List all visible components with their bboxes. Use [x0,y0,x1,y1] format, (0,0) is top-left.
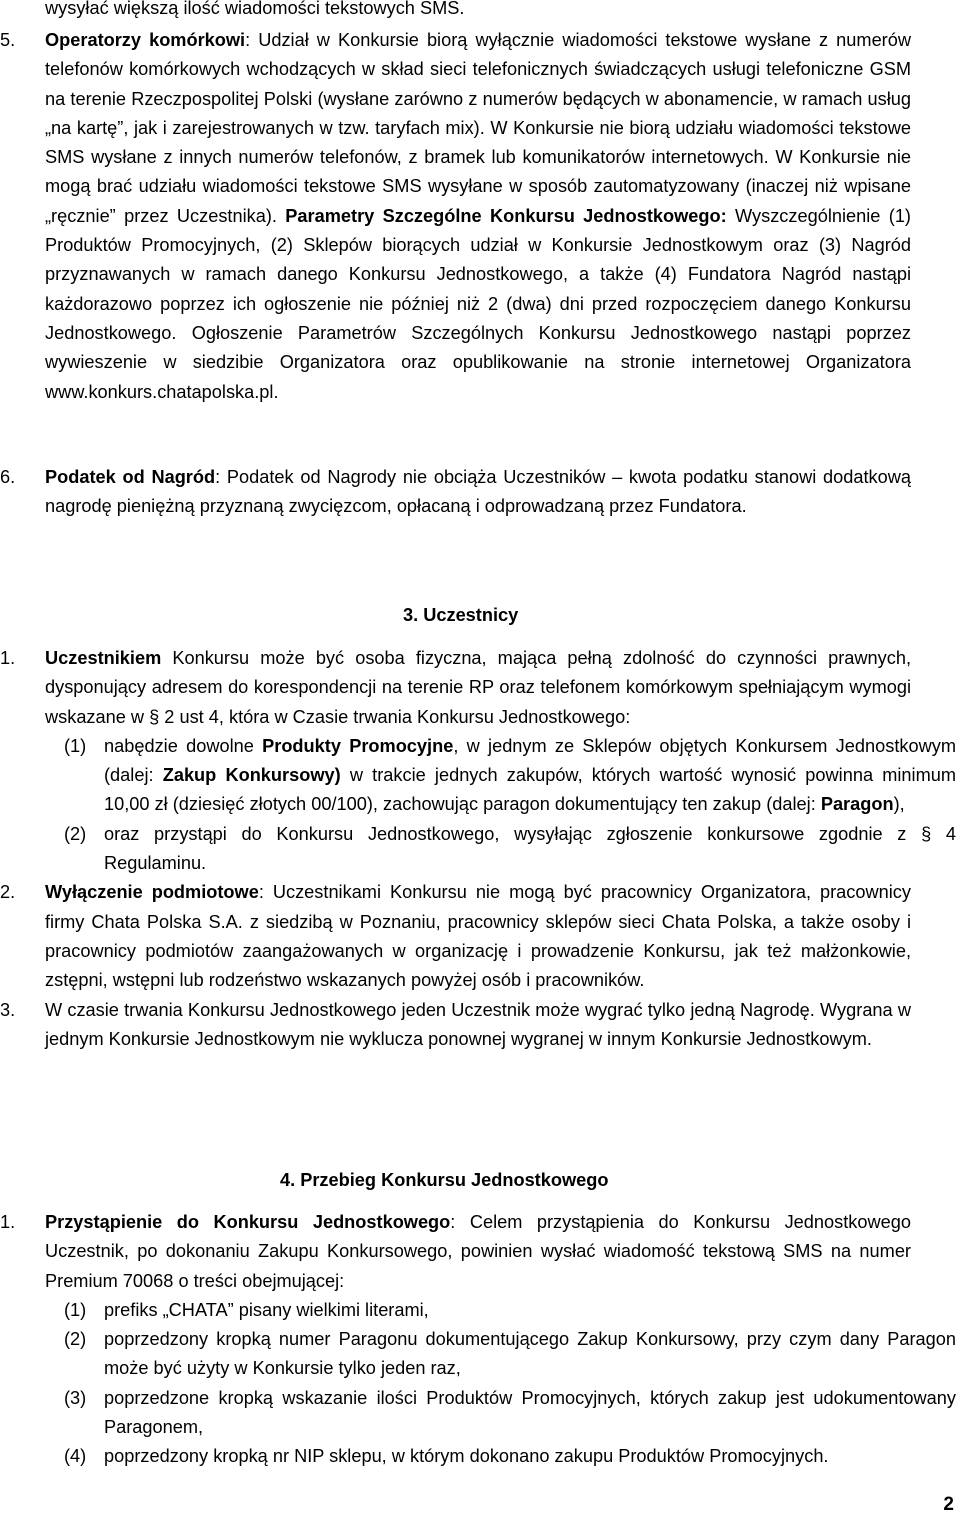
sub-item-text: oraz przystąpi do Konkursu Jednostkowego, wysyłając zgłoszenie konkursowe zgodnie z § 4 Regulaminu. [104,823,956,874]
continued-text-line: wysyłać większą ilość wiadomości tekstowych SMS. [45,0,465,18]
sub-item-text: prefiks „CHATA” pisany wielkimi literami, [104,1299,429,1320]
list-item [0,26,911,407]
sub-item [0,1384,956,1443]
section-number: 3. Uczestnicy [403,605,519,625]
list-item [0,878,911,995]
item-bold-title: Podatek od Nagród [45,467,216,487]
sub-item-number: (1) [64,735,87,756]
item-number: 1. [0,1212,16,1232]
item-number: 6. [0,467,16,487]
sub-item [0,732,956,820]
item-text: : Udział w Konkursie biorą wyłącznie wiadomości tekstowe wysłane z numerów telefonów komórkowych wchodzących w skład sieci telefonicznych świadczących usługi telefoniczne GSM na terenie Rzeczpospolitej Polski (wysłane zarówno z numerów będących w abonamencie, w ramach usług „na kartę”, jak i zarejestrowanych w tzw. taryfach mix). W Konkursie nie biorą udziału wiadomości tekstowe SMS wysłane z innych numerów telefonów, z bramek lub komunikatorów internetowych. W Konkursie nie mogą brać udziału wiadomości tekstowe SMS wysyłane w sposób zautomatyzowany (inaczej niż wpisane „ręcznie” przez Uczestnika). [45,30,911,226]
section-number: 4. Przebieg Konkursu Jednostkowego [280,1170,609,1190]
section2-item-5 [0,26,911,407]
sub-item-text: w trakcie jednych zakupów, których wartość wynosić powinna minimum 10,00 zł (dziesięć złotych 00/100), zachowując paragon dokumentujący ten zakup (dalej: [104,765,957,815]
sub-item-text: poprzedzony kropką nr NIP sklepu, w którym dokonano zakupu Produktów Promocyjnych. [104,1446,829,1467]
item-text: Konkursu może być osoba fizyczna, mająca pełną zdolność do czynności prawnych, dysponujący adresem do korespondencji na terenie RP oraz telefonem komórkowym spełniającym wymogi wskazane w § 2 ust 4, która w Czasie trwania Konkursu Jednostkowego: [45,648,911,727]
section2-item-6 [0,463,911,522]
item-text: : Uczestnikami Konkursu nie mogą być pracownicy Organizatora, pracownicy firmy Chata Polska S.A. z siedzibą w Poznaniu, pracownicy sklepów sieci Chata Polska, a także osoby i pracownicy podmiotów zaangażowanych w organizację i prowadzenie Konkursu, jak też małżonkowie, zstępni, wstępni lub rodzeństwo wskazanych powyżej osób i pracowników. [45,882,911,991]
sub-item-text: nabędzie dowolne [104,735,263,756]
list-item [0,463,911,522]
sub-item [0,1325,956,1384]
sub-item-text: poprzedzony kropką numer Paragonu dokumentującego Zakup Konkursowy, przy czym dany Paragon może być użyty w Konkursie tylko jeden raz, [104,1329,956,1379]
sub-item-number: (2) [64,823,87,844]
sub-item-number: (2) [64,1329,87,1350]
item-text: : Podatek od Nagrody nie obciąża Uczestników – kwota podatku stanowi dodatkową nagrodę pieniężną przyznaną zwycięzcom, opłacaną i odprowadzaną przez Fundatora. [45,467,911,517]
sub-item-number: (3) [64,1387,87,1408]
item-text: W czasie trwania Konkursu Jednostkowego jeden Uczestnik może wygrać tylko jedną Nagrodę. Wygrana w jednym Konkursie Jednostkowym nie wyklucza ponownej wygranej w innym Konkursie Jednostkowym. [45,999,911,1049]
sub-item [0,820,956,879]
sub-item-number: (4) [64,1446,87,1467]
section-heading-uczestnicy [403,601,518,630]
sub-item-text: , w jednym ze Sklepów objętych Konkursem Jednostkowym (dalej: [104,735,956,786]
sub-item-bold: Paragon [820,794,894,815]
item-number: 1. [0,648,16,668]
page-number: 2 [943,1494,954,1515]
list-item [0,996,911,1055]
list-item [0,644,911,732]
item-bold-title-2: Parametry Szczególne Konkursu Jednostkowego: [285,205,727,226]
item-text-2: Wyszczególnienie (1) Produktów Promocyjnych, (2) Sklepów biorących udział w Konkursie Jednostkowym oraz (3) Nagród przyznawanych w ramach danego Konkursu Jednostkowego, a także (4) Fundatora Nagród nastąpi każdorazowo poprzez ich ogłoszenie nie później niż 2 (dwa) dni przed rozpoczęciem danego Konkursu Jednostkowego. Ogłoszenie Parametrów Szczególnych Konkursu Jednostkowego nastąpi poprzez wywieszenie w siedzibie Organizatora oraz opublikowanie na stronie internetowej Organizatora www.konkurs.chatapolska.pl. [45,205,911,402]
section-heading-przebieg [280,1166,608,1195]
item-number: 3. [0,999,16,1020]
item-bold-title: Wyłączenie podmiotowe [45,882,259,903]
item-number: 2. [0,882,16,903]
sub-item-number: (1) [64,1299,87,1320]
item-number: 5. [0,30,16,50]
sub-item [0,1296,956,1325]
item-bold-title: Operatorzy komórkowi [45,30,246,50]
list-item [0,1208,911,1296]
item-bold-title: Uczestnikiem [45,648,162,668]
sub-item-text: ), [893,794,905,815]
sub-item [0,1442,956,1471]
sub-item-bold: Produkty Promocyjne [262,735,454,756]
item-text: : Celem przystąpienia do Konkursu Jednostkowego Uczestnik, po dokonaniu Zakupu Konkursowego, powinien wysłać wiadomość tekstową SMS na numer Premium 70068 o treści obejmującej: [45,1212,911,1291]
section3-items [0,644,956,1054]
sub-item-bold: Zakup Konkursowy) [162,765,341,786]
item-bold-title: Przystąpienie do Konkursu Jednostkowego [45,1212,451,1232]
sub-item-text: poprzedzone kropką wskazanie ilości Produktów Promocyjnych, których zakup jest udokumentowany Paragonem, [104,1387,956,1438]
section4-items [0,1208,956,1472]
